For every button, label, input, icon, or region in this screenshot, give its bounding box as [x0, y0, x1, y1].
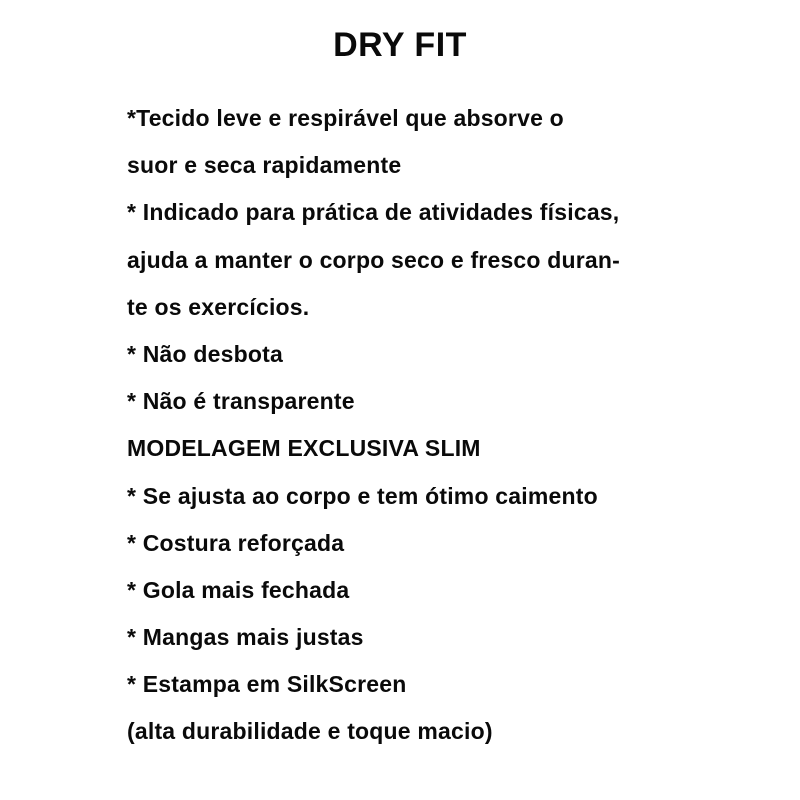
description-line: * Se ajusta ao corpo e tem ótimo caimento — [127, 482, 598, 509]
description-line: * Indicado para prática de atividades físicas, — [127, 199, 620, 226]
description-text-block — [0, 95, 800, 756]
description-line: (alta durabilidade e toque macio) — [127, 718, 493, 745]
description-line: * Mangas mais justas — [127, 624, 364, 651]
description-line: *Tecido leve e respirável que absorve o — [127, 105, 564, 131]
description-line: ajuda a manter o corpo seco e fresco duran- — [127, 246, 621, 273]
description-line: * Não é transparente — [127, 388, 355, 415]
description-line: * Costura reforçada — [127, 529, 345, 556]
page-title: DRY FIT — [333, 26, 467, 64]
description-line: te os exercícios. — [127, 293, 310, 320]
description-line: * Estampa em SilkScreen — [127, 671, 407, 698]
description-line: MODELAGEM EXCLUSIVA SLIM — [127, 435, 481, 462]
description-line: suor e seca rapidamente — [127, 152, 402, 179]
description-line: * Não desbota — [127, 340, 283, 367]
description-line: * Gola mais fechada — [127, 576, 350, 603]
